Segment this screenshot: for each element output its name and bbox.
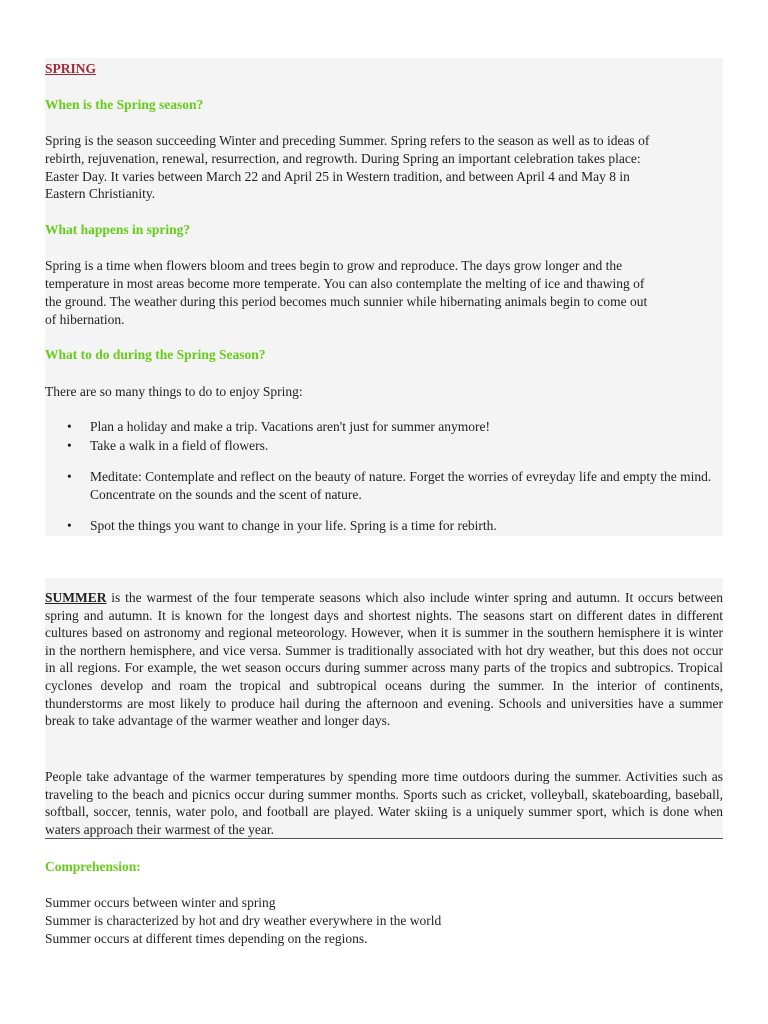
bullet-icon: • bbox=[67, 419, 72, 434]
spring-question-when: When is the Spring season? bbox=[45, 97, 204, 112]
statement: Summer occurs at different times depending on the regions. bbox=[45, 931, 368, 946]
summer-paragraph-activities bbox=[45, 768, 723, 838]
list-item-text: Plan a holiday and make a trip. Vacations aren't just for summer anymore! bbox=[90, 419, 490, 434]
bullet-icon: • bbox=[67, 469, 72, 484]
section-divider bbox=[45, 838, 723, 839]
text-line: the ground. The weather during this period becomes much sunnier while hibernating animals begin to come out bbox=[45, 294, 648, 309]
summer-activities-text: People take advantage of the warmer temperatures by spending more time outdoors during the summer. Activities such as traveling to the beach and picnics occur during summer months. Sports such as cricket, volleyball, skateboarding, baseball, softball, soccer, tennis, water polo, and football are played. Water skiing is a uniquely summer sport, which is done when waters approach their warmest of the year. bbox=[45, 769, 723, 837]
text-line: rebirth, rejuvenation, renewal, resurrection, and regrowth. During Spring an important celebration takes place: bbox=[45, 151, 641, 166]
summer-intro-text: is the warmest of the four temperate seasons which also include winter spring and autumn. It occurs between spring and autumn. It is known for the longest days and shortest nights. The seasons start on different dates in different cultures based on astronomy and regional meteorology. However, when it is summer in the southern hemisphere it is winter in the northern hemisphere, and vice versa. Summer is traditionally associated with hot dry weather, but this does not occur in all regions. For example, the wet season occurs during summer across many parts of the tropics and subtropics. Tropical cyclones develop and roam the tropical and subtropical oceans during the summer. In the interior of continents, thunderstorms are most likely to produce hail during the afternoon and evening. Schools and universities have a summer break to take advantage of the warmer weather and longer days. bbox=[45, 590, 723, 729]
text-line: of hibernation. bbox=[45, 312, 125, 327]
summer-paragraph-intro bbox=[45, 589, 723, 730]
list-item-text: Meditate: Contemplate and reflect on the beauty of nature. Forget the worries of evreyday life and empty the mind. Concentrate on the sounds and the scent of nature. bbox=[90, 469, 712, 502]
list-item-text: Take a walk in a field of flowers. bbox=[90, 438, 269, 453]
spring-todo-intro: There are so many things to do to enjoy Spring: bbox=[45, 384, 303, 399]
statement: Summer is characterized by hot and dry weather everywhere in the world bbox=[45, 913, 442, 928]
text-line: Eastern Christianity. bbox=[45, 186, 156, 201]
summer-keyword: SUMMER bbox=[45, 590, 107, 605]
text-line: temperature in most areas become more temperate. You can also contemplate the melting of ice and thawing of bbox=[45, 276, 645, 291]
list-item-text: Spot the things you want to change in your life. Spring is a time for rebirth. bbox=[90, 518, 497, 533]
spring-question-happens: What happens in spring? bbox=[45, 222, 191, 237]
spring-question-todo: What to do during the Spring Season? bbox=[45, 347, 266, 362]
text-line: Spring is a time when flowers bloom and trees begin to grow and reproduce. The days grow longer and the bbox=[45, 258, 623, 273]
statement: Summer occurs between winter and spring bbox=[45, 895, 276, 910]
text-line: Spring is the season succeeding Winter and preceding Summer. Spring refers to the season as well as to ideas of bbox=[45, 133, 650, 148]
bullet-icon: • bbox=[67, 438, 72, 453]
comprehension-heading: Comprehension: bbox=[45, 859, 141, 874]
spring-title: SPRING bbox=[45, 61, 97, 76]
text-line: Easter Day. It varies between March 22 and April 25 in Western tradition, and between April 4 and May 8 in bbox=[45, 169, 630, 184]
bullet-icon: • bbox=[67, 518, 72, 533]
